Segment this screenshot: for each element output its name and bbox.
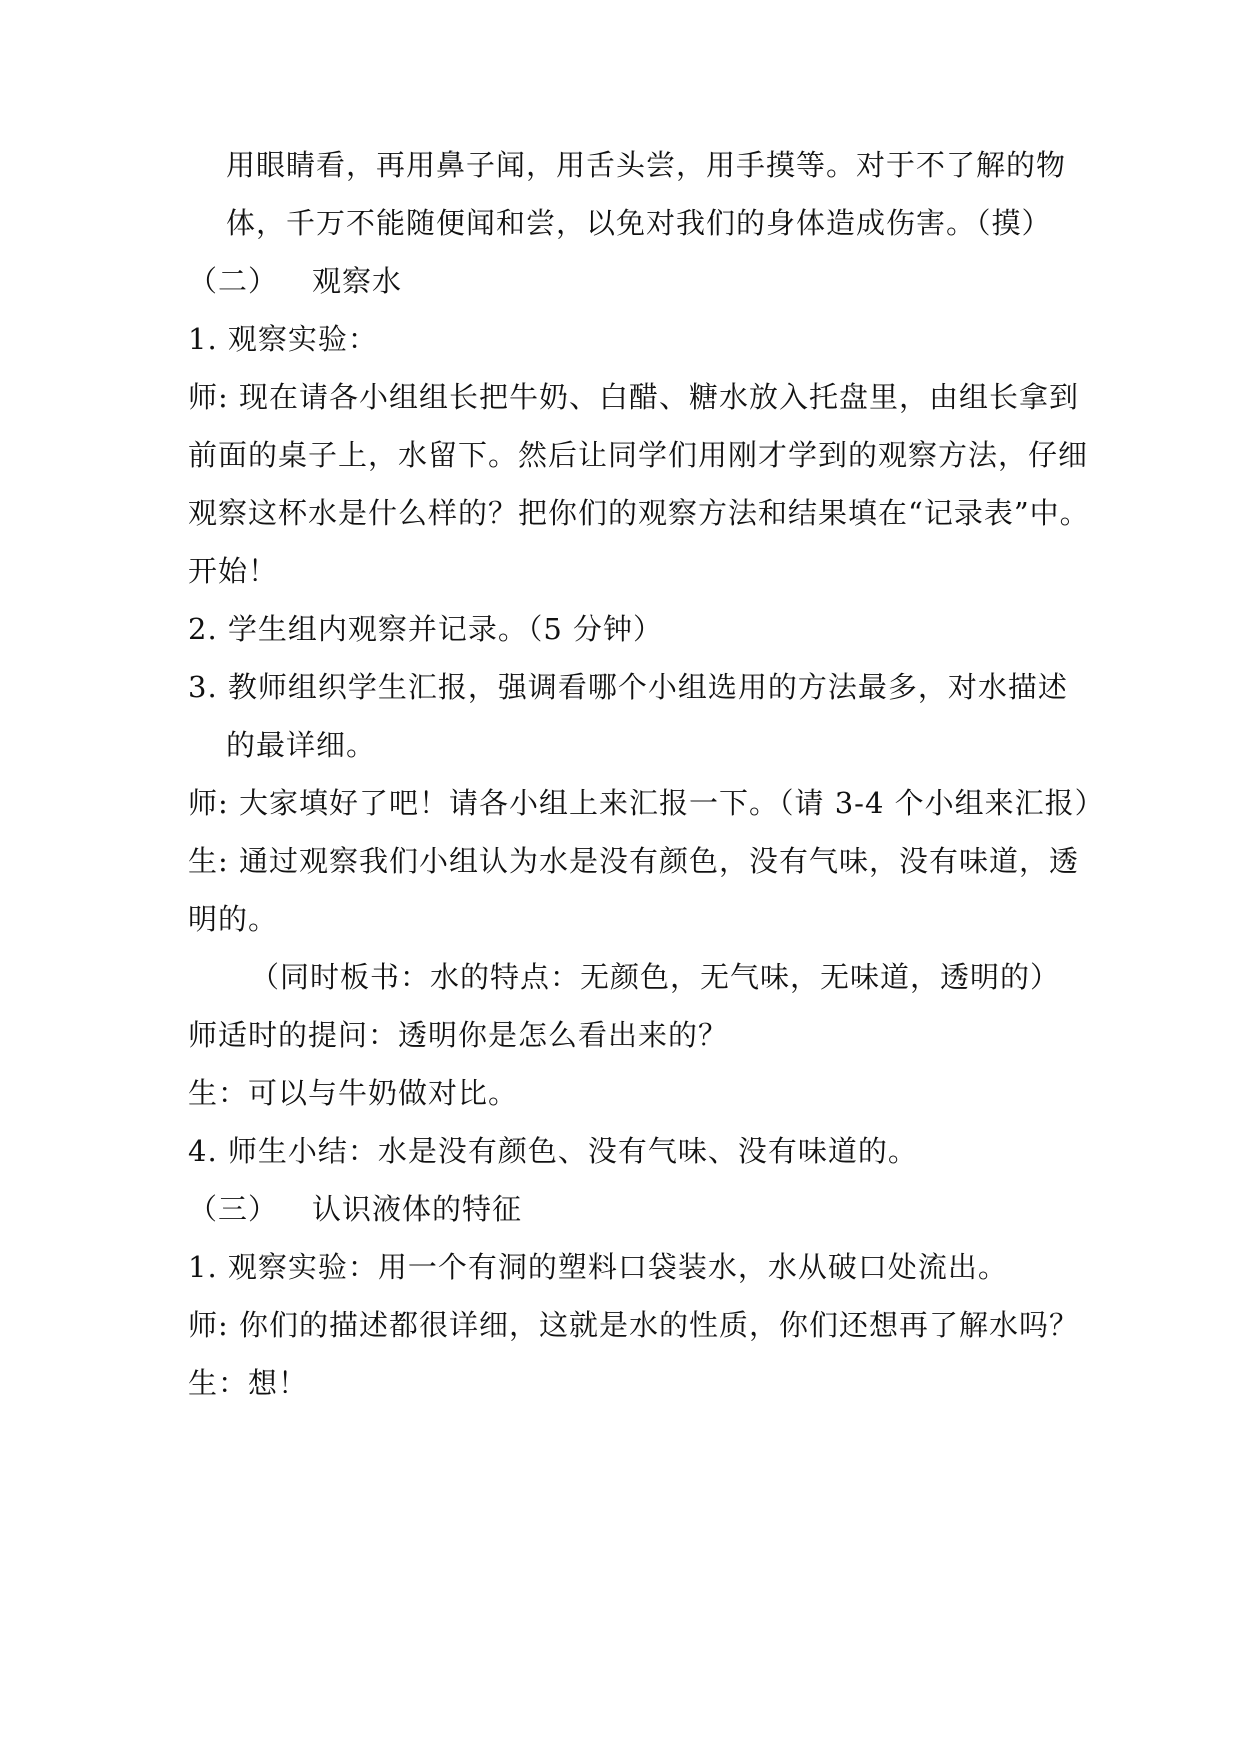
list-item: 4. 师生小结：水是没有颜色、没有气味、没有味道的。 (188, 1134, 918, 1168)
list-item: 2. 学生组内观察并记录。（5 分钟） (188, 612, 664, 646)
paragraph-line: 明的。 (188, 902, 279, 936)
section-title: 观察水 (312, 264, 403, 298)
paragraph-line: 师: 大家填好了吧！请各小组上来汇报一下。（请 3-4 个小组来汇报） (188, 786, 1105, 820)
paragraph-line: 生: 通过观察我们小组认为水是没有颜色，没有气味，没有味道，透 (188, 844, 1079, 878)
section-number: （二） (188, 264, 279, 298)
list-item: 3. 教师组织学生汇报，强调看哪个小组选用的方法最多，对水描述 (188, 670, 1068, 704)
paragraph-line: 生：可以与牛奶做对比。 (188, 1076, 519, 1110)
paragraph-line: 用眼睛看，再用鼻子闻，用舌头尝，用手摸等。对于不了解的物 (226, 148, 1067, 182)
paragraph-line: 的最详细。 (226, 728, 377, 762)
section-heading-2 (188, 261, 1068, 301)
section-title: 认识液体的特征 (312, 1192, 523, 1226)
paragraph-line: 师: 现在请各小组组长把牛奶、白醋、糖水放入托盘里，由组长拿到 (188, 380, 1079, 414)
paragraph-line: （同时板书：水的特点：无颜色，无气味，无味道，透明的） (250, 960, 1061, 994)
list-item: 1. 观察实验： (188, 322, 378, 356)
section-number: （三） (188, 1192, 279, 1226)
paragraph-line: 开始！ (188, 554, 279, 588)
paragraph-line: 生：想！ (188, 1366, 309, 1400)
paragraph-line: 观察这杯水是什么样的？把你们的观察方法和结果填在“记录表”中。 (188, 496, 1090, 530)
paragraph-line: 师: 你们的描述都很详细，这就是水的性质，你们还想再了解水吗？ (188, 1308, 1079, 1342)
paragraph-line: 师适时的提问：透明你是怎么看出来的？ (188, 1018, 729, 1052)
paragraph-line: 体，千万不能随便闻和尝，以免对我们的身体造成伤害。（摸） (226, 206, 1052, 240)
section-heading-3 (188, 1189, 1068, 1229)
paragraph-line: 前面的桌子上，水留下。然后让同学们用刚才学到的观察方法，仔细 (188, 438, 1089, 472)
list-item: 1. 观察实验：用一个有洞的塑料口袋装水，水从破口处流出。 (188, 1250, 1008, 1284)
